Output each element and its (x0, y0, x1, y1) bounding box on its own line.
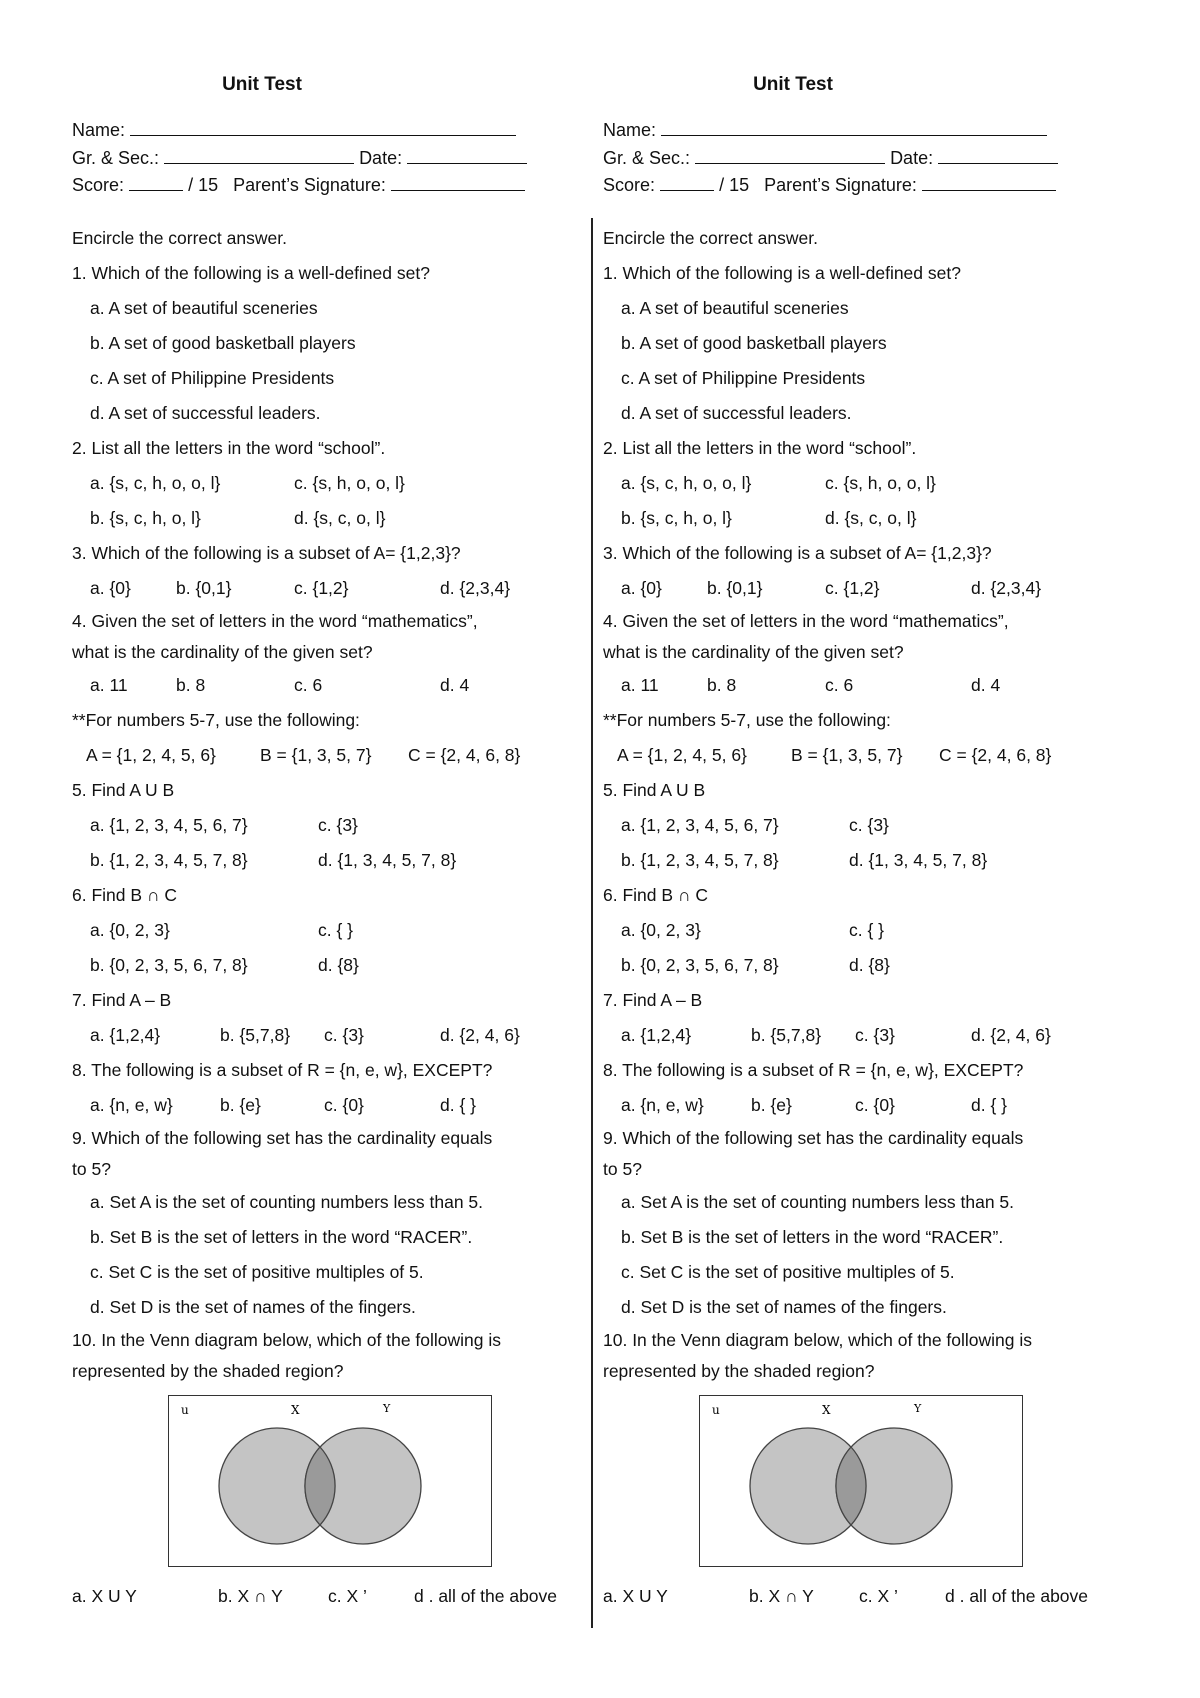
venn-diagram (699, 1395, 1023, 1567)
q6-option-b[interactable]: b. {0, 2, 3, 5, 6, 7, 8} (621, 955, 779, 975)
q7-option-c[interactable]: c. {3} (324, 1025, 364, 1045)
q4-option-d[interactable]: d. 4 (971, 675, 1001, 695)
q6-option-c[interactable]: c. { } (318, 920, 354, 940)
q1-option-b[interactable]: b. A set of good basketball players (621, 333, 887, 353)
q3-option-c[interactable]: c. {1,2} (825, 578, 880, 598)
date-label: Date: (890, 148, 934, 168)
date-field[interactable] (938, 148, 1058, 164)
q10-option-a[interactable]: a. X U Y (72, 1585, 137, 1606)
set-c: C = {2, 4, 6, 8} (408, 745, 521, 765)
grsec-row (603, 148, 1058, 169)
q7-option-b[interactable]: b. {5,7,8} (220, 1025, 291, 1045)
parent-signature-field[interactable] (922, 175, 1056, 191)
q4-option-b[interactable]: b. 8 (176, 675, 206, 695)
q5-option-c[interactable]: c. {3} (849, 815, 889, 835)
q5-option-b[interactable]: b. {1, 2, 3, 4, 5, 7, 8} (90, 850, 248, 870)
q7-option-d[interactable]: d. {2, 4, 6} (440, 1025, 520, 1045)
question-7: 7. Find A – B (603, 990, 703, 1010)
q10-option-c[interactable]: c. X ’ (328, 1585, 367, 1606)
question-4-line-2: what is the cardinality of the given set? (603, 642, 904, 662)
q5-option-a[interactable]: a. {1, 2, 3, 4, 5, 6, 7} (90, 815, 248, 835)
question-6: 6. Find B ∩ C (603, 885, 708, 905)
q8-option-d[interactable]: d. { } (440, 1095, 477, 1115)
q4-option-c[interactable]: c. 6 (825, 675, 854, 695)
instructions: Encircle the correct answer. (72, 228, 287, 248)
name-label: Name: (72, 120, 126, 140)
question-1: 1. Which of the following is a well-defined set? (603, 263, 961, 283)
name-row (72, 120, 516, 141)
q3-option-d[interactable]: d. {2,3,4} (971, 578, 1042, 598)
venn-label-x: X (291, 1403, 300, 1417)
q3-option-a[interactable]: a. {0} (90, 578, 131, 598)
questions (72, 221, 592, 1611)
parent-signature-field[interactable] (391, 175, 525, 191)
q6-option-a[interactable]: a. {0, 2, 3} (90, 920, 170, 940)
q5-option-c[interactable]: c. {3} (318, 815, 358, 835)
question-8: 8. The following is a subset of R = {n, e, w}, EXCEPT? (72, 1060, 493, 1080)
q9-option-c[interactable]: c. Set C is the set of positive multiples of 5. (621, 1262, 955, 1282)
q6-option-d[interactable]: d. {8} (318, 955, 359, 975)
q1-option-c[interactable]: c. A set of Philippine Presidents (90, 368, 335, 388)
score-label: Score: (603, 175, 656, 195)
score-row (72, 175, 525, 196)
q5-option-d[interactable]: d. {1, 3, 4, 5, 7, 8} (318, 850, 457, 870)
q10-option-c[interactable]: c. X ’ (859, 1585, 898, 1606)
score-field[interactable] (129, 175, 183, 191)
q3-option-b[interactable]: b. {0,1} (176, 578, 232, 598)
q2-option-d[interactable]: d. {s, c, o, l} (825, 508, 917, 528)
set-b: B = {1, 3, 5, 7} (260, 745, 372, 765)
q10-option-a[interactable]: a. X U Y (603, 1585, 668, 1606)
q1-option-a[interactable]: a. A set of beautiful sceneries (621, 298, 849, 318)
q4-option-a[interactable]: a. 11 (621, 675, 659, 695)
question-4-line-2: what is the cardinality of the given set? (72, 642, 373, 662)
q6-option-a[interactable]: a. {0, 2, 3} (621, 920, 701, 940)
question-2: 2. List all the letters in the word “school”. (603, 438, 917, 458)
date-label: Date: (359, 148, 403, 168)
parent-signature-label: Parent’s Signature: (764, 175, 917, 195)
q7-option-d[interactable]: d. {2, 4, 6} (971, 1025, 1051, 1045)
q5-option-d[interactable]: d. {1, 3, 4, 5, 7, 8} (849, 850, 988, 870)
q6-option-c[interactable]: c. { } (849, 920, 885, 940)
q5-option-b[interactable]: b. {1, 2, 3, 4, 5, 7, 8} (621, 850, 779, 870)
q8-option-c[interactable]: c. {0} (855, 1095, 895, 1115)
q3-option-a[interactable]: a. {0} (621, 578, 662, 598)
question-10-line-2: represented by the shaded region? (603, 1361, 875, 1381)
q7-option-a[interactable]: a. {1,2,4} (90, 1025, 161, 1045)
q1-option-b[interactable]: b. A set of good basketball players (90, 333, 356, 353)
grsec-field[interactable] (695, 148, 885, 164)
q10-option-d[interactable]: d . all of the above (414, 1585, 558, 1606)
name-label: Name: (603, 120, 657, 140)
q6-option-d[interactable]: d. {8} (849, 955, 890, 975)
q9-option-a[interactable]: a. Set A is the set of counting numbers less than 5. (90, 1192, 484, 1212)
question-7: 7. Find A – B (72, 990, 172, 1010)
question-2: 2. List all the letters in the word “school”. (72, 438, 386, 458)
q4-option-d[interactable]: d. 4 (440, 675, 470, 695)
test-copy-right (603, 0, 1143, 1698)
q9-option-d[interactable]: d. Set D is the set of names of the fingers. (90, 1297, 416, 1317)
question-4-line-1: 4. Given the set of letters in the word “mathematics”, (72, 611, 478, 631)
date-field[interactable] (407, 148, 527, 164)
q9-option-b[interactable]: b. Set B is the set of letters in the word “RACER”. (90, 1227, 473, 1247)
q1-option-a[interactable]: a. A set of beautiful sceneries (90, 298, 318, 318)
q1-option-d[interactable]: d. A set of successful leaders. (621, 403, 852, 423)
q4-option-c[interactable]: c. 6 (294, 675, 323, 695)
grsec-label: Gr. & Sec.: (603, 148, 691, 168)
venn-label-u: u (712, 1403, 720, 1417)
name-field[interactable] (661, 120, 1047, 136)
question-9-line-1: 9. Which of the following set has the cardinality equals (603, 1128, 1024, 1148)
q7-option-b[interactable]: b. {5,7,8} (751, 1025, 822, 1045)
q3-option-b[interactable]: b. {0,1} (707, 578, 763, 598)
q4-option-a[interactable]: a. 11 (90, 675, 128, 695)
parent-signature-label: Parent’s Signature: (233, 175, 386, 195)
question-4-line-1: 4. Given the set of letters in the word “mathematics”, (603, 611, 1009, 631)
question-5: 5. Find A U B (72, 780, 175, 800)
q2-option-b[interactable]: b. {s, c, h, o, l} (90, 508, 201, 528)
q2-option-c[interactable]: c. {s, h, o, o, l} (294, 473, 405, 493)
venn-label-x: X (822, 1403, 831, 1417)
name-field[interactable] (130, 120, 516, 136)
question-8: 8. The following is a subset of R = {n, e, w}, EXCEPT? (603, 1060, 1024, 1080)
question-10-line-1: 10. In the Venn diagram below, which of the following is (72, 1330, 502, 1350)
q9-option-a[interactable]: a. Set A is the set of counting numbers less than 5. (621, 1192, 1015, 1212)
q8-option-a[interactable]: a. {n, e, w} (621, 1095, 704, 1115)
q8-option-a[interactable]: a. {n, e, w} (90, 1095, 173, 1115)
set-a: A = {1, 2, 4, 5, 6} (86, 745, 216, 765)
score-total: / 15 (188, 175, 219, 195)
q6-option-b[interactable]: b. {0, 2, 3, 5, 6, 7, 8} (90, 955, 248, 975)
q9-option-c[interactable]: c. Set C is the set of positive multiples of 5. (90, 1262, 424, 1282)
set-a: A = {1, 2, 4, 5, 6} (617, 745, 747, 765)
grsec-label: Gr. & Sec.: (72, 148, 160, 168)
score-label: Score: (72, 175, 125, 195)
name-row (603, 120, 1047, 141)
venn-label-u: u (181, 1403, 189, 1417)
venn-label-y: Y (383, 1402, 391, 1415)
question-3: 3. Which of the following is a subset of A= {1,2,3}? (603, 543, 992, 563)
grsec-field[interactable] (164, 148, 354, 164)
q2-option-c[interactable]: c. {s, h, o, o, l} (825, 473, 936, 493)
q8-option-c[interactable]: c. {0} (324, 1095, 364, 1115)
test-copy-left (72, 0, 612, 1698)
q8-option-b[interactable]: b. {e} (751, 1095, 792, 1115)
sets-note: **For numbers 5-7, use the following: (603, 710, 891, 730)
question-1: 1. Which of the following is a well-defined set? (72, 263, 430, 283)
q2-option-d[interactable]: d. {s, c, o, l} (294, 508, 386, 528)
q4-option-b[interactable]: b. 8 (707, 675, 737, 695)
q2-option-a[interactable]: a. {s, c, h, o, o, l} (621, 473, 752, 493)
q2-option-b[interactable]: b. {s, c, h, o, l} (621, 508, 732, 528)
question-9-line-2: to 5? (72, 1159, 111, 1179)
score-total: / 15 (719, 175, 750, 195)
question-10-line-1: 10. In the Venn diagram below, which of the following is (603, 1330, 1033, 1350)
score-field[interactable] (660, 175, 714, 191)
page-title: Unit Test (222, 74, 302, 95)
page-title: Unit Test (753, 74, 833, 95)
set-c: C = {2, 4, 6, 8} (939, 745, 1052, 765)
q5-option-a[interactable]: a. {1, 2, 3, 4, 5, 6, 7} (621, 815, 779, 835)
q9-option-b[interactable]: b. Set B is the set of letters in the word “RACER”. (621, 1227, 1004, 1247)
q10-option-b[interactable]: b. X ∩ Y (749, 1585, 814, 1606)
questions (603, 221, 1123, 1611)
question-9-line-1: 9. Which of the following set has the cardinality equals (72, 1128, 493, 1148)
question-5: 5. Find A U B (603, 780, 706, 800)
question-6: 6. Find B ∩ C (72, 885, 177, 905)
q10-option-b[interactable]: b. X ∩ Y (218, 1585, 283, 1606)
q2-option-a[interactable]: a. {s, c, h, o, o, l} (90, 473, 221, 493)
venn-diagram (168, 1395, 492, 1567)
question-10-line-2: represented by the shaded region? (72, 1361, 344, 1381)
q8-option-b[interactable]: b. {e} (220, 1095, 261, 1115)
q8-option-d[interactable]: d. { } (971, 1095, 1008, 1115)
sets-note: **For numbers 5-7, use the following: (72, 710, 360, 730)
set-b: B = {1, 3, 5, 7} (791, 745, 903, 765)
question-3: 3. Which of the following is a subset of A= {1,2,3}? (72, 543, 461, 563)
score-row (603, 175, 1056, 196)
q7-option-c[interactable]: c. {3} (855, 1025, 895, 1045)
venn-label-y: Y (914, 1402, 922, 1415)
q9-option-d[interactable]: d. Set D is the set of names of the fingers. (621, 1297, 947, 1317)
q3-option-c[interactable]: c. {1,2} (294, 578, 349, 598)
q7-option-a[interactable]: a. {1,2,4} (621, 1025, 692, 1045)
q1-option-c[interactable]: c. A set of Philippine Presidents (621, 368, 866, 388)
q3-option-d[interactable]: d. {2,3,4} (440, 578, 511, 598)
q1-option-d[interactable]: d. A set of successful leaders. (90, 403, 321, 423)
grsec-row (72, 148, 527, 169)
q10-option-d[interactable]: d . all of the above (945, 1585, 1089, 1606)
question-9-line-2: to 5? (603, 1159, 642, 1179)
instructions: Encircle the correct answer. (603, 228, 818, 248)
